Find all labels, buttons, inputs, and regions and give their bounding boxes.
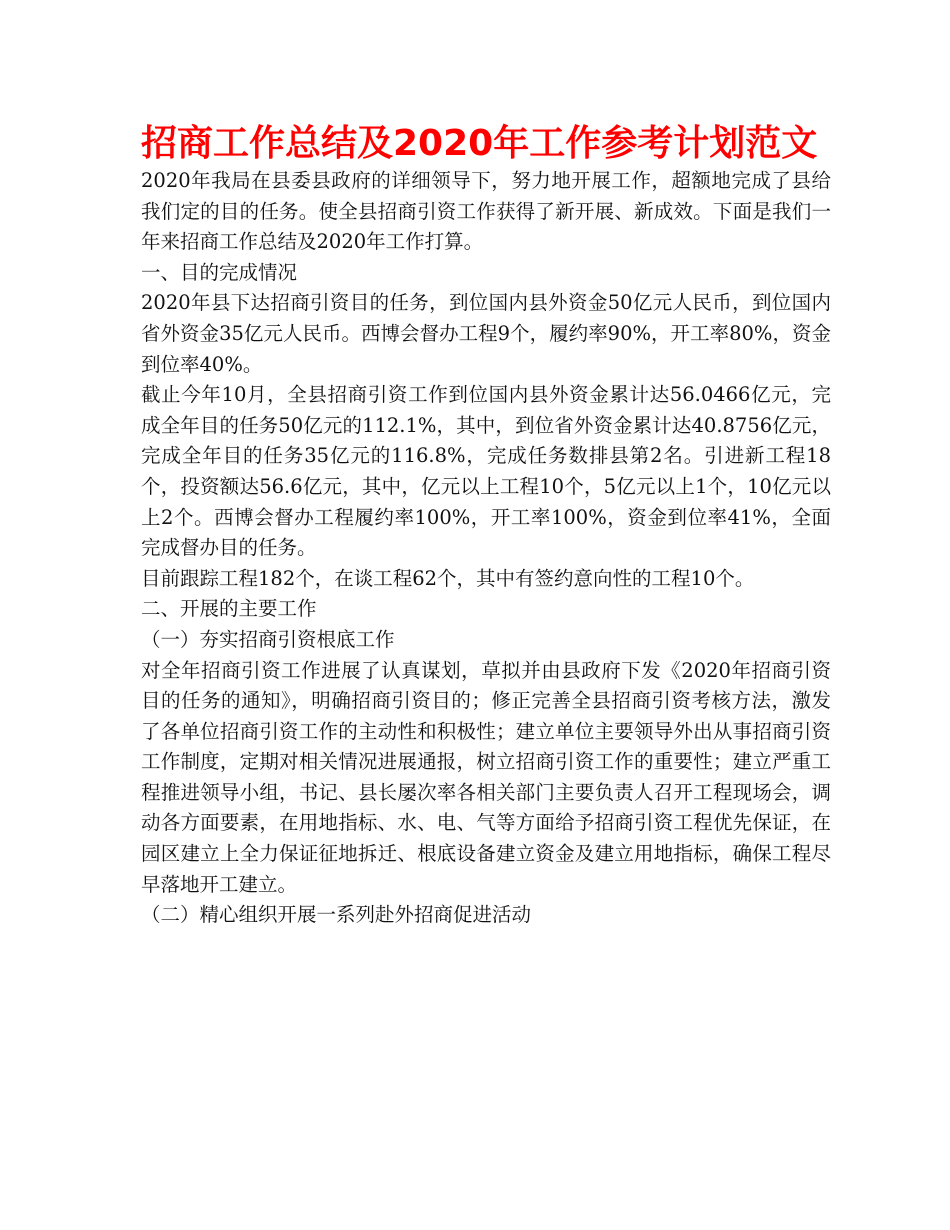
section-heading-main-work: 二、开展的主要工作 <box>141 597 317 621</box>
section-heading-targets: 一、目的完成情况 <box>141 260 298 284</box>
tracking-paragraph: 目前跟踪工程182个，在谈工程62个，其中有签约意向性的工程10个。 <box>141 566 755 590</box>
foundation-paragraph: 对全年招商引资工作进展了认真谋划，草拟并由县政府下发《2020年招商引资目的任务的通知》，明确招商引资目的；修正完善全县招商引资考核方法，激发了各单位招商引资工作的主动性和积极性；建立单位主要领导外出从事招商引资工作制度，定期对相关情况进展通报，树立招商引资工作的重要性；建立严重工程推进领导小组，书记、县长屡次率各相关部门主要负责人召开工程现场会，调动各方面要素，在用地指标、水、电、气等方面给予招商引资工程优先保证，在园区建立上全力保证征地拆迁、根底设备建立资金及建立用地指标，确保工程尽早落地开工建立。 <box>141 658 831 896</box>
subsection-heading-foundation: （一）夯实招商引资根底工作 <box>141 627 395 651</box>
targets-paragraph: 2020年县下达招商引资目的任务，到位国内县外资金50亿元人民币，到位国内省外资金35亿元人民币。西博会督办工程9个，履约率90%，开工率80%，资金到位率40%。 <box>141 291 831 376</box>
intro-paragraph: 2020年我局在县委县政府的详细领导下，努力地开展工作，超额地完成了县给我们定的目的任务。使全县招商引资工作获得了新开展、新成效。下面是我们一年来招商工作总结及2020年工作打算。 <box>141 169 831 254</box>
document-body <box>141 166 831 931</box>
progress-paragraph: 截止今年10月，全县招商引资工作到位国内县外资金累计达56.0466亿元，完成全年目的任务50亿元的112.1%，其中，到位省外资金累计达40.8756亿元，完成全年目的任务35亿元的116.8%，完成任务数排县第2名。引进新工程18个，投资额达56.6亿元，其中，亿元以上工程10个，5亿元以上1个，10亿元以上2个。西博会督办工程履约率100%，开工率100%，资金到位率41%，全面完成督办目的任务。 <box>141 383 831 560</box>
subsection-heading-promotion: （二）精心组织开展一系列赴外招商促进活动 <box>141 903 532 927</box>
document-title: 招商工作总结及2020年工作参考计划范文 <box>141 123 818 164</box>
